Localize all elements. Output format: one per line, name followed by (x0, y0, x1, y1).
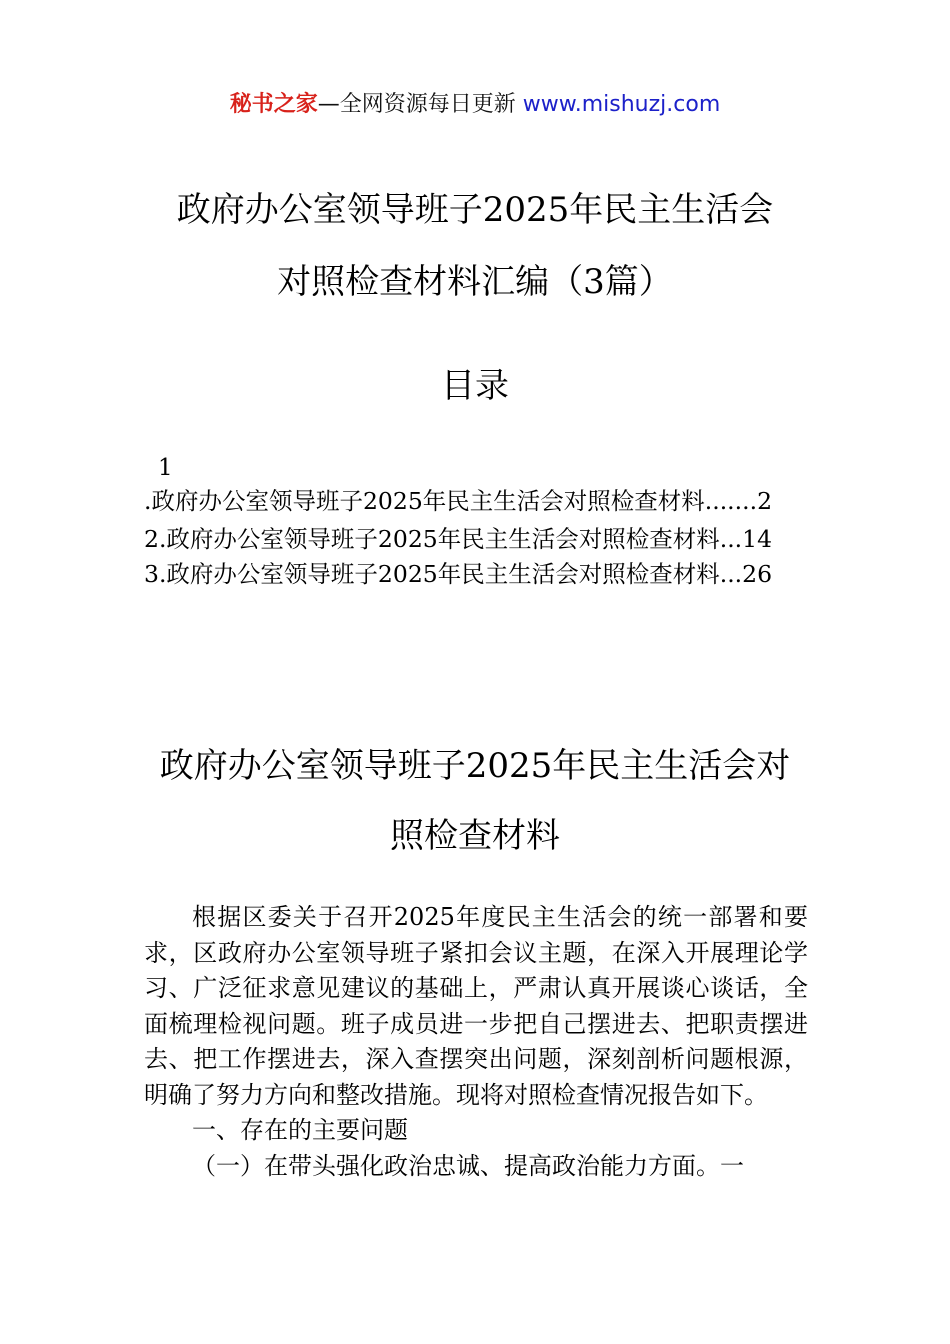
section-body (144, 900, 808, 1184)
intro-paragraph: 根据区委关于召开2025年度民主生活会的统一部署和要求，区政府办公室领导班子紧扣会议主题，在深入开展理论学习、广泛征求意见建议的基础上，严肃认真开展谈心谈话，全面梳理检视问题。班子成员进一步把自己摆进去、把职责摆进去、把工作摆进去，深入查摆突出问题，深刻剖析问题根源，明确了努力方向和整改措施。现将对照检查情况报告如下。 (144, 903, 808, 1109)
problems-heading: 一、存在的主要问题 (192, 1116, 408, 1144)
section-title-line-2: 照检查材料 (390, 816, 560, 856)
subsection-heading-1: （一）在带头强化政治忠诚、提高政治能力方面。一 (192, 1151, 744, 1180)
toc-first-number: 1 (158, 455, 173, 481)
site-url-link[interactable]: www.mishuzj.com (522, 92, 721, 117)
toc-entry-3[interactable]: 3.政府办公室领导班子2025年民主生活会对照检查材料...26 (144, 560, 773, 588)
brand-name: 秘书之家 (229, 92, 318, 117)
toc-entry-2[interactable]: 2.政府办公室领导班子2025年民主生活会对照检查材料...14 (144, 525, 773, 553)
toc-heading: 目录 (441, 366, 509, 406)
document-title-line-2: 对照检查材料汇编（3篇） (277, 262, 673, 302)
section-title-line-1: 政府办公室领导班子2025年民主生活会对 (159, 746, 791, 786)
site-header (0, 88, 950, 122)
header-tagline: —全网资源每日更新 (317, 92, 523, 117)
document-title-line-1: 政府办公室领导班子2025年民主生活会 (176, 190, 774, 230)
toc-entry-1[interactable]: .政府办公室领导班子2025年民主生活会对照检查材料.......2 (144, 487, 773, 515)
